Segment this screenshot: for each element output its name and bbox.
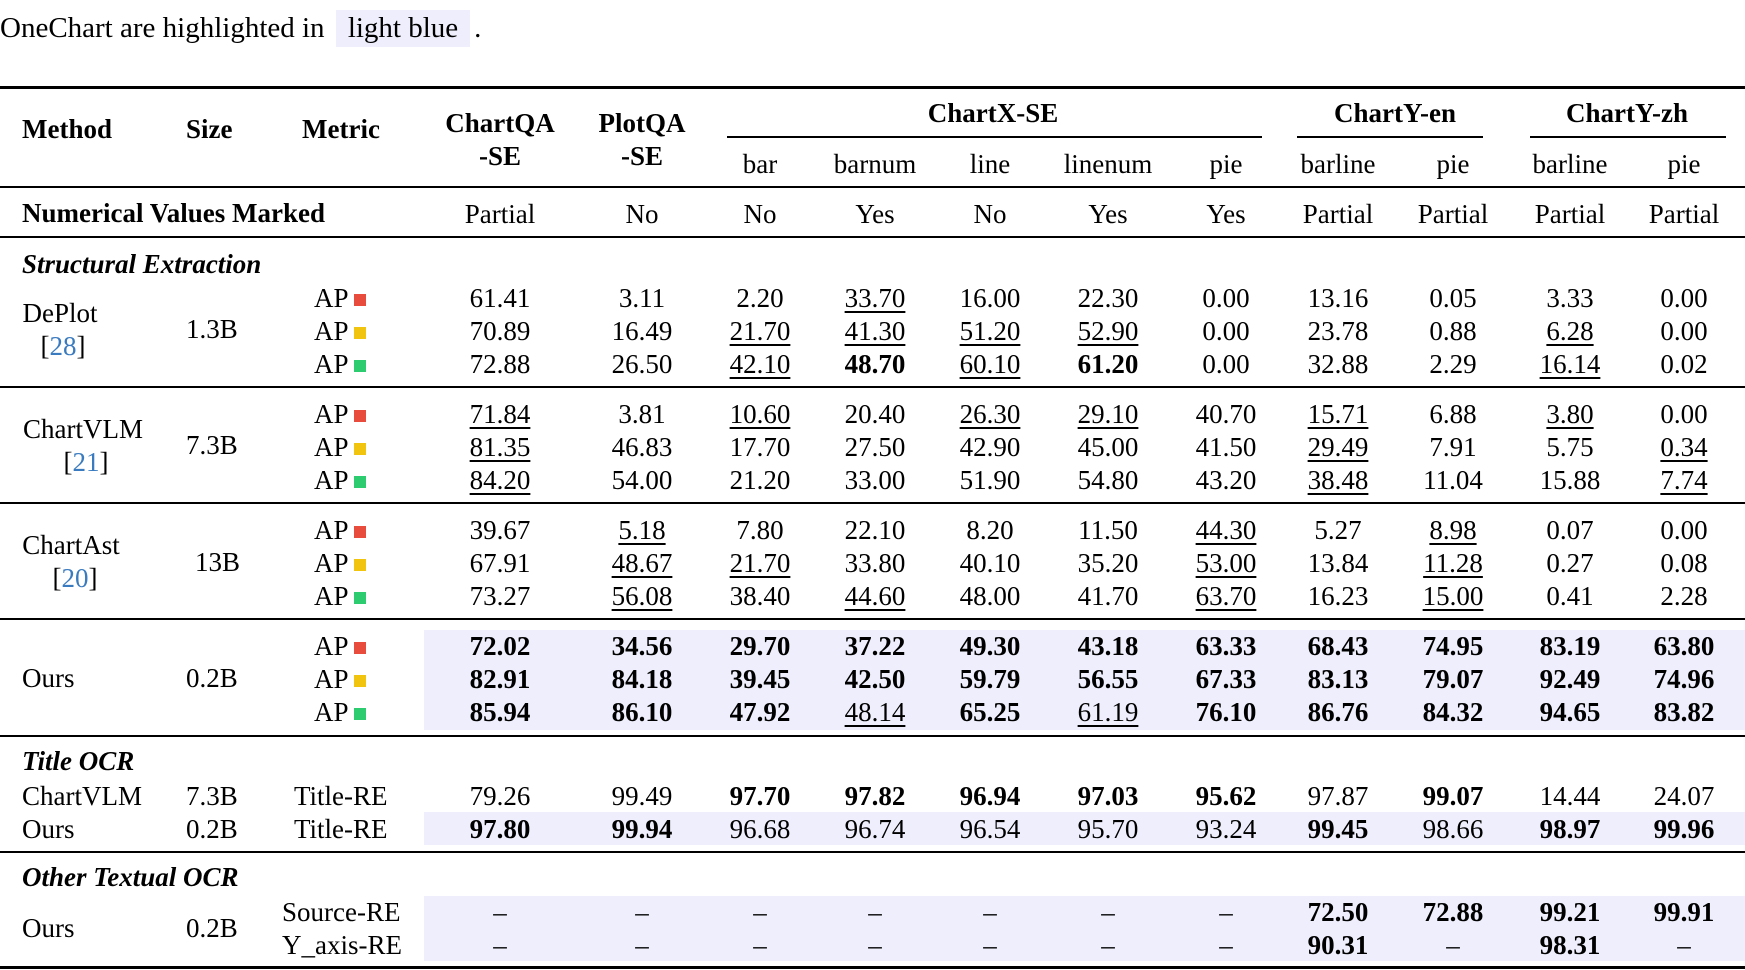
table-cell: 63.80 [1653, 631, 1715, 661]
table-cell: 7.91 [1429, 432, 1477, 462]
table-cell: 48.70 [844, 349, 906, 379]
method-chartast-ref[interactable]: [20] [52, 563, 98, 593]
col-group-chartyzh: ChartY-zh [1565, 98, 1689, 128]
numerical-value: Partial [464, 199, 536, 229]
yellow-square-icon [354, 559, 366, 571]
table-cell: 61.19 [1077, 697, 1139, 727]
table-cell: 11.50 [1078, 515, 1138, 545]
subcol-line: line [969, 149, 1011, 179]
table-cell: – [983, 930, 997, 960]
table-cell: 8.98 [1429, 515, 1477, 545]
table-cell: 49.30 [959, 631, 1021, 661]
yellow-square-icon [354, 443, 366, 455]
metric-ap [314, 434, 366, 461]
table-cell: 0.41 [1546, 581, 1594, 611]
table-cell: – [1219, 897, 1233, 927]
red-square-icon [354, 526, 366, 538]
header-rule [0, 186, 1745, 188]
size-ours-other: 0.2B [186, 913, 238, 943]
numerical-value: No [625, 199, 659, 229]
table-cell: 45.00 [1077, 432, 1139, 462]
table-cell: 24.07 [1653, 781, 1715, 811]
table-cell: 15.88 [1539, 465, 1601, 495]
table-cell: 5.18 [618, 515, 666, 545]
size-chartvlm: 7.3B [186, 430, 238, 460]
numerical-value: Partial [1302, 199, 1374, 229]
table-cell: 51.20 [959, 316, 1021, 346]
table-cell: – [1677, 930, 1691, 960]
subcol-bar: bar [742, 149, 778, 179]
yellow-square-icon [354, 327, 366, 339]
col-plotqa-line1: PlotQA [598, 108, 686, 138]
top-rule [0, 86, 1745, 89]
table-cell: 72.88 [1422, 897, 1484, 927]
table-cell: 20.40 [844, 399, 906, 429]
table-cell: 33.80 [844, 548, 906, 578]
table-cell: 95.62 [1195, 781, 1257, 811]
table-cell: 0.00 [1202, 283, 1250, 313]
table-cell: 79.07 [1422, 664, 1484, 694]
table-cell: – [868, 897, 882, 927]
bottom-rule [0, 966, 1745, 969]
table-cell: 16.14 [1539, 349, 1601, 379]
subcol-pie: pie [1209, 149, 1243, 179]
table-cell: – [493, 897, 507, 927]
table-cell: 48.67 [611, 548, 673, 578]
subcol-barnum: barnum [833, 149, 917, 179]
table-cell: 37.22 [844, 631, 906, 661]
numerical-value: Partial [1534, 199, 1606, 229]
table-cell: 5.27 [1314, 515, 1362, 545]
table-cell: 26.30 [959, 399, 1021, 429]
table-cell: 5.75 [1546, 432, 1594, 462]
numerical-value: Partial [1417, 199, 1489, 229]
citation-link[interactable]: 21 [72, 447, 100, 477]
table-cell: 21.70 [729, 316, 791, 346]
table-cell: 41.50 [1195, 432, 1257, 462]
col-group-chartyen: ChartY-en [1333, 98, 1457, 128]
col-size: Size [186, 114, 233, 144]
table-cell: – [1101, 897, 1115, 927]
table-cell: 97.80 [469, 814, 531, 844]
other-row-metric: Source-RE [282, 897, 401, 927]
metric-ap [314, 401, 366, 428]
table-cell: 98.66 [1422, 814, 1484, 844]
metric-label: AP [314, 697, 349, 727]
table-cell: 26.50 [611, 349, 673, 379]
metric-ap [314, 583, 366, 610]
table-cell: 0.07 [1546, 515, 1594, 545]
table-cell: – [493, 930, 507, 960]
subcol-linenum: linenum [1063, 149, 1153, 179]
subcol-barline: barline [1300, 149, 1376, 179]
table-cell: 7.80 [736, 515, 784, 545]
table-cell: 97.82 [844, 781, 906, 811]
table-cell: 83.82 [1653, 697, 1715, 727]
numerical-value: No [743, 199, 777, 229]
table-cell: 84.32 [1422, 697, 1484, 727]
metric-ap [314, 699, 366, 726]
table-cell: 0.88 [1429, 316, 1477, 346]
table-cell: 42.10 [729, 349, 791, 379]
table-cell: 99.96 [1653, 814, 1715, 844]
table-cell: 56.55 [1077, 664, 1139, 694]
table-cell: 99.21 [1539, 897, 1601, 927]
table-cell: 56.08 [611, 581, 673, 611]
method-chartast: ChartAst [22, 530, 120, 560]
table-cell: 47.92 [729, 697, 791, 727]
table-cell: 0.00 [1660, 399, 1708, 429]
caption-text: OneChart are highlighted in [0, 12, 325, 44]
table-cell: 53.00 [1195, 548, 1257, 578]
table-cell: 21.70 [729, 548, 791, 578]
table-cell: 54.00 [611, 465, 673, 495]
table-cell: 0.08 [1660, 548, 1708, 578]
table-cell: 84.18 [611, 664, 673, 694]
table-cell: 96.54 [959, 814, 1021, 844]
table-cell: 67.91 [469, 548, 531, 578]
table-cell: 97.03 [1077, 781, 1139, 811]
metric-label: AP [314, 465, 349, 495]
table-cell: 68.43 [1307, 631, 1369, 661]
table-cell: 29.49 [1307, 432, 1369, 462]
table-cell: 41.30 [844, 316, 906, 346]
table-cell: 83.13 [1307, 664, 1369, 694]
table-cell: 97.70 [729, 781, 791, 811]
other-row-metric: Y_axis-RE [282, 930, 402, 960]
table-cell: 98.97 [1539, 814, 1601, 844]
numerical-rule [0, 236, 1745, 238]
title-row-size: 0.2B [186, 814, 238, 844]
table-cell: 0.00 [1660, 515, 1708, 545]
table-cell: 84.20 [469, 465, 531, 495]
table-cell: 92.49 [1539, 664, 1601, 694]
subcol-barline: barline [1532, 149, 1608, 179]
citation-link[interactable]: 20 [61, 563, 89, 593]
table-cell: 73.27 [469, 581, 531, 611]
table-cell: 63.70 [1195, 581, 1257, 611]
table-cell: 0.27 [1546, 548, 1594, 578]
table-cell: 46.83 [611, 432, 673, 462]
metric-label: AP [314, 316, 349, 346]
table-cell: 11.28 [1423, 548, 1483, 578]
table-cell: 59.79 [959, 664, 1021, 694]
metric-ap [314, 517, 366, 544]
numerical-value: No [973, 199, 1007, 229]
table-cell: 41.70 [1077, 581, 1139, 611]
title-row-size: 7.3B [186, 781, 238, 811]
table-cell: 39.67 [469, 515, 531, 545]
method-ours: Ours [22, 663, 75, 693]
size-deplot: 1.3B [186, 314, 238, 344]
table-cell: – [868, 930, 882, 960]
table-cell: 8.20 [966, 515, 1014, 545]
table-cell: 52.90 [1077, 316, 1139, 346]
highlight-swatch-label: light blue [336, 10, 470, 47]
table-cell: 32.88 [1307, 349, 1369, 379]
table-cell: 16.00 [959, 283, 1021, 313]
col-plotqa-line2: -SE [620, 141, 664, 171]
metric-label: AP [314, 349, 349, 379]
table-cell: 0.00 [1660, 316, 1708, 346]
table-cell: 83.19 [1539, 631, 1601, 661]
table-cell: 0.34 [1660, 432, 1708, 462]
table-cell: 82.91 [469, 664, 531, 694]
table-cell: – [753, 897, 767, 927]
metric-label: AP [314, 631, 349, 661]
table-cell: 16.49 [611, 316, 673, 346]
table-cell: 86.76 [1307, 697, 1369, 727]
table-cell: 43.18 [1077, 631, 1139, 661]
table-cell: 99.94 [611, 814, 673, 844]
table-cell: 40.70 [1195, 399, 1257, 429]
table-cell: 74.95 [1422, 631, 1484, 661]
metric-label: AP [314, 548, 349, 578]
table-cell: 11.04 [1423, 465, 1483, 495]
metric-label: AP [314, 664, 349, 694]
table-cell: 98.31 [1539, 930, 1601, 960]
table-cell: 81.35 [469, 432, 531, 462]
table-cell: 3.33 [1546, 283, 1594, 313]
table-cell: 42.50 [844, 664, 906, 694]
table-cell: 44.60 [844, 581, 906, 611]
table-cell: 79.26 [469, 781, 531, 811]
table-cell: 99.45 [1307, 814, 1369, 844]
section-title-ocr: Title OCR [22, 746, 135, 776]
section-structural: Structural Extraction [22, 249, 262, 279]
numerical-values-label: Numerical Values Marked [22, 198, 325, 228]
metric-ap [314, 550, 366, 577]
metric-label: AP [314, 283, 349, 313]
table-cell: 51.90 [959, 465, 1021, 495]
caption [0, 10, 481, 47]
table-cell: 33.70 [844, 283, 906, 313]
table-cell: 6.28 [1546, 316, 1594, 346]
structural-end-rule [0, 735, 1745, 737]
table-cell: 13.84 [1307, 548, 1369, 578]
table-cell: 76.10 [1195, 697, 1257, 727]
table-cell: 27.50 [844, 432, 906, 462]
table-cell: 96.68 [729, 814, 791, 844]
table-cell: 96.94 [959, 781, 1021, 811]
table-cell: 61.41 [469, 283, 531, 313]
table-cell: 0.00 [1660, 283, 1708, 313]
deplot-rule [0, 386, 1745, 388]
table-cell: 6.88 [1429, 399, 1477, 429]
metric-ap [314, 318, 366, 345]
table-cell: 3.81 [618, 399, 666, 429]
table-cell: 85.94 [469, 697, 531, 727]
table-cell: 3.11 [618, 283, 666, 313]
numerical-value: Yes [1206, 199, 1246, 229]
method-deplot: DePlot [22, 298, 98, 328]
size-ours: 0.2B [186, 663, 238, 693]
green-square-icon [354, 708, 366, 720]
table-cell: 15.71 [1307, 399, 1369, 429]
col-chartqa-line1: ChartQA [445, 108, 555, 138]
table-cell: 0.00 [1202, 349, 1250, 379]
table-cell: 17.70 [729, 432, 791, 462]
numerical-value: Partial [1648, 199, 1720, 229]
table-cell: 48.14 [844, 697, 906, 727]
method-chartvlm-ref[interactable]: [21] [63, 447, 109, 477]
metric-ap [314, 285, 366, 312]
col-group-chartx: ChartX-SE [927, 98, 1059, 128]
table-cell: 71.84 [469, 399, 531, 429]
chartyzh-span-rule [1530, 136, 1726, 138]
red-square-icon [354, 410, 366, 422]
table-cell: 54.80 [1077, 465, 1139, 495]
metric-ap [314, 467, 366, 494]
table-cell: 14.44 [1539, 781, 1601, 811]
table-cell: 74.96 [1653, 664, 1715, 694]
title-row-method: Ours [22, 814, 75, 844]
table-cell: 38.40 [729, 581, 791, 611]
table-cell: 0.05 [1429, 283, 1477, 313]
col-metric: Metric [302, 114, 380, 144]
title-row-method: ChartVLM [22, 781, 142, 811]
table-cell: 61.20 [1077, 349, 1139, 379]
table-cell: 21.20 [729, 465, 791, 495]
table-cell: 86.10 [611, 697, 673, 727]
table-cell: 39.45 [729, 664, 791, 694]
green-square-icon [354, 476, 366, 488]
chartx-span-rule [727, 136, 1262, 138]
green-square-icon [354, 592, 366, 604]
metric-ap [314, 633, 366, 660]
table-cell: – [1219, 930, 1233, 960]
table-cell: 22.10 [844, 515, 906, 545]
table-cell: 43.20 [1195, 465, 1257, 495]
table-cell: 99.91 [1653, 897, 1715, 927]
metric-label: AP [314, 581, 349, 611]
red-square-icon [354, 642, 366, 654]
numerical-value: Yes [855, 199, 895, 229]
title-end-rule [0, 851, 1745, 853]
table-cell: 97.87 [1307, 781, 1369, 811]
metric-ap [314, 351, 366, 378]
col-method: Method [22, 114, 112, 144]
method-chartvlm: ChartVLM [23, 414, 143, 444]
table-cell: 10.60 [729, 399, 791, 429]
table-cell: – [1101, 930, 1115, 960]
subcol-pie: pie [1436, 149, 1470, 179]
table-cell: 0.02 [1660, 349, 1708, 379]
table-cell: 29.70 [729, 631, 791, 661]
table-cell: 35.20 [1077, 548, 1139, 578]
numerical-value: Yes [1088, 199, 1128, 229]
table-cell: 16.23 [1307, 581, 1369, 611]
citation-link[interactable]: 28 [49, 331, 77, 361]
table-cell: – [753, 930, 767, 960]
table-cell: 22.30 [1077, 283, 1139, 313]
metric-ap [314, 666, 366, 693]
table-cell: – [635, 930, 649, 960]
size-chartast: 13B [195, 547, 241, 577]
title-row-metric: Title-RE [294, 814, 388, 844]
table-cell: 90.31 [1307, 930, 1369, 960]
green-square-icon [354, 360, 366, 372]
table-cell: 72.02 [469, 631, 531, 661]
table-cell: – [1446, 930, 1460, 960]
title-row-metric: Title-RE [294, 781, 388, 811]
table-cell: 63.33 [1195, 631, 1257, 661]
col-chartqa-line2: -SE [478, 141, 522, 171]
table-cell: 3.80 [1546, 399, 1594, 429]
chartast-rule [0, 618, 1745, 620]
chartyen-span-rule [1297, 136, 1483, 138]
table-cell: – [983, 897, 997, 927]
metric-label: AP [314, 515, 349, 545]
table-cell: 72.50 [1307, 897, 1369, 927]
table-cell: – [635, 897, 649, 927]
table-cell: 29.10 [1077, 399, 1139, 429]
table-cell: 48.00 [959, 581, 1021, 611]
table-cell: 38.48 [1307, 465, 1369, 495]
table-cell: 99.07 [1422, 781, 1484, 811]
table-cell: 34.56 [611, 631, 673, 661]
table-cell: 67.33 [1195, 664, 1257, 694]
table-cell: 44.30 [1195, 515, 1257, 545]
table-cell: 33.00 [844, 465, 906, 495]
table-cell: 65.25 [959, 697, 1021, 727]
metric-label: AP [314, 432, 349, 462]
chartvlm-rule [0, 502, 1745, 504]
table-cell: 94.65 [1539, 697, 1601, 727]
method-deplot-ref[interactable]: [28] [40, 331, 86, 361]
method-ours-other: Ours [22, 913, 75, 943]
yellow-square-icon [354, 675, 366, 687]
table-cell: 42.90 [959, 432, 1021, 462]
table-cell: 23.78 [1307, 316, 1369, 346]
table-cell: 70.89 [469, 316, 531, 346]
table-cell: 40.10 [959, 548, 1021, 578]
caption-period: . [474, 12, 482, 44]
table-cell: 93.24 [1195, 814, 1257, 844]
table-cell: 99.49 [611, 781, 673, 811]
table-cell: 7.74 [1660, 465, 1708, 495]
table-cell: 60.10 [959, 349, 1021, 379]
red-square-icon [354, 294, 366, 306]
table-cell: 72.88 [469, 349, 531, 379]
subcol-pie: pie [1667, 149, 1701, 179]
section-other-ocr: Other Textual OCR [22, 862, 239, 892]
table-cell: 2.20 [736, 283, 784, 313]
table-cell: 0.00 [1202, 316, 1250, 346]
table-cell: 2.28 [1660, 581, 1708, 611]
table-cell: 96.74 [844, 814, 906, 844]
table-cell: 13.16 [1307, 283, 1369, 313]
table-cell: 95.70 [1077, 814, 1139, 844]
table-cell: 2.29 [1429, 349, 1477, 379]
table-cell: 15.00 [1422, 581, 1484, 611]
metric-label: AP [314, 399, 349, 429]
